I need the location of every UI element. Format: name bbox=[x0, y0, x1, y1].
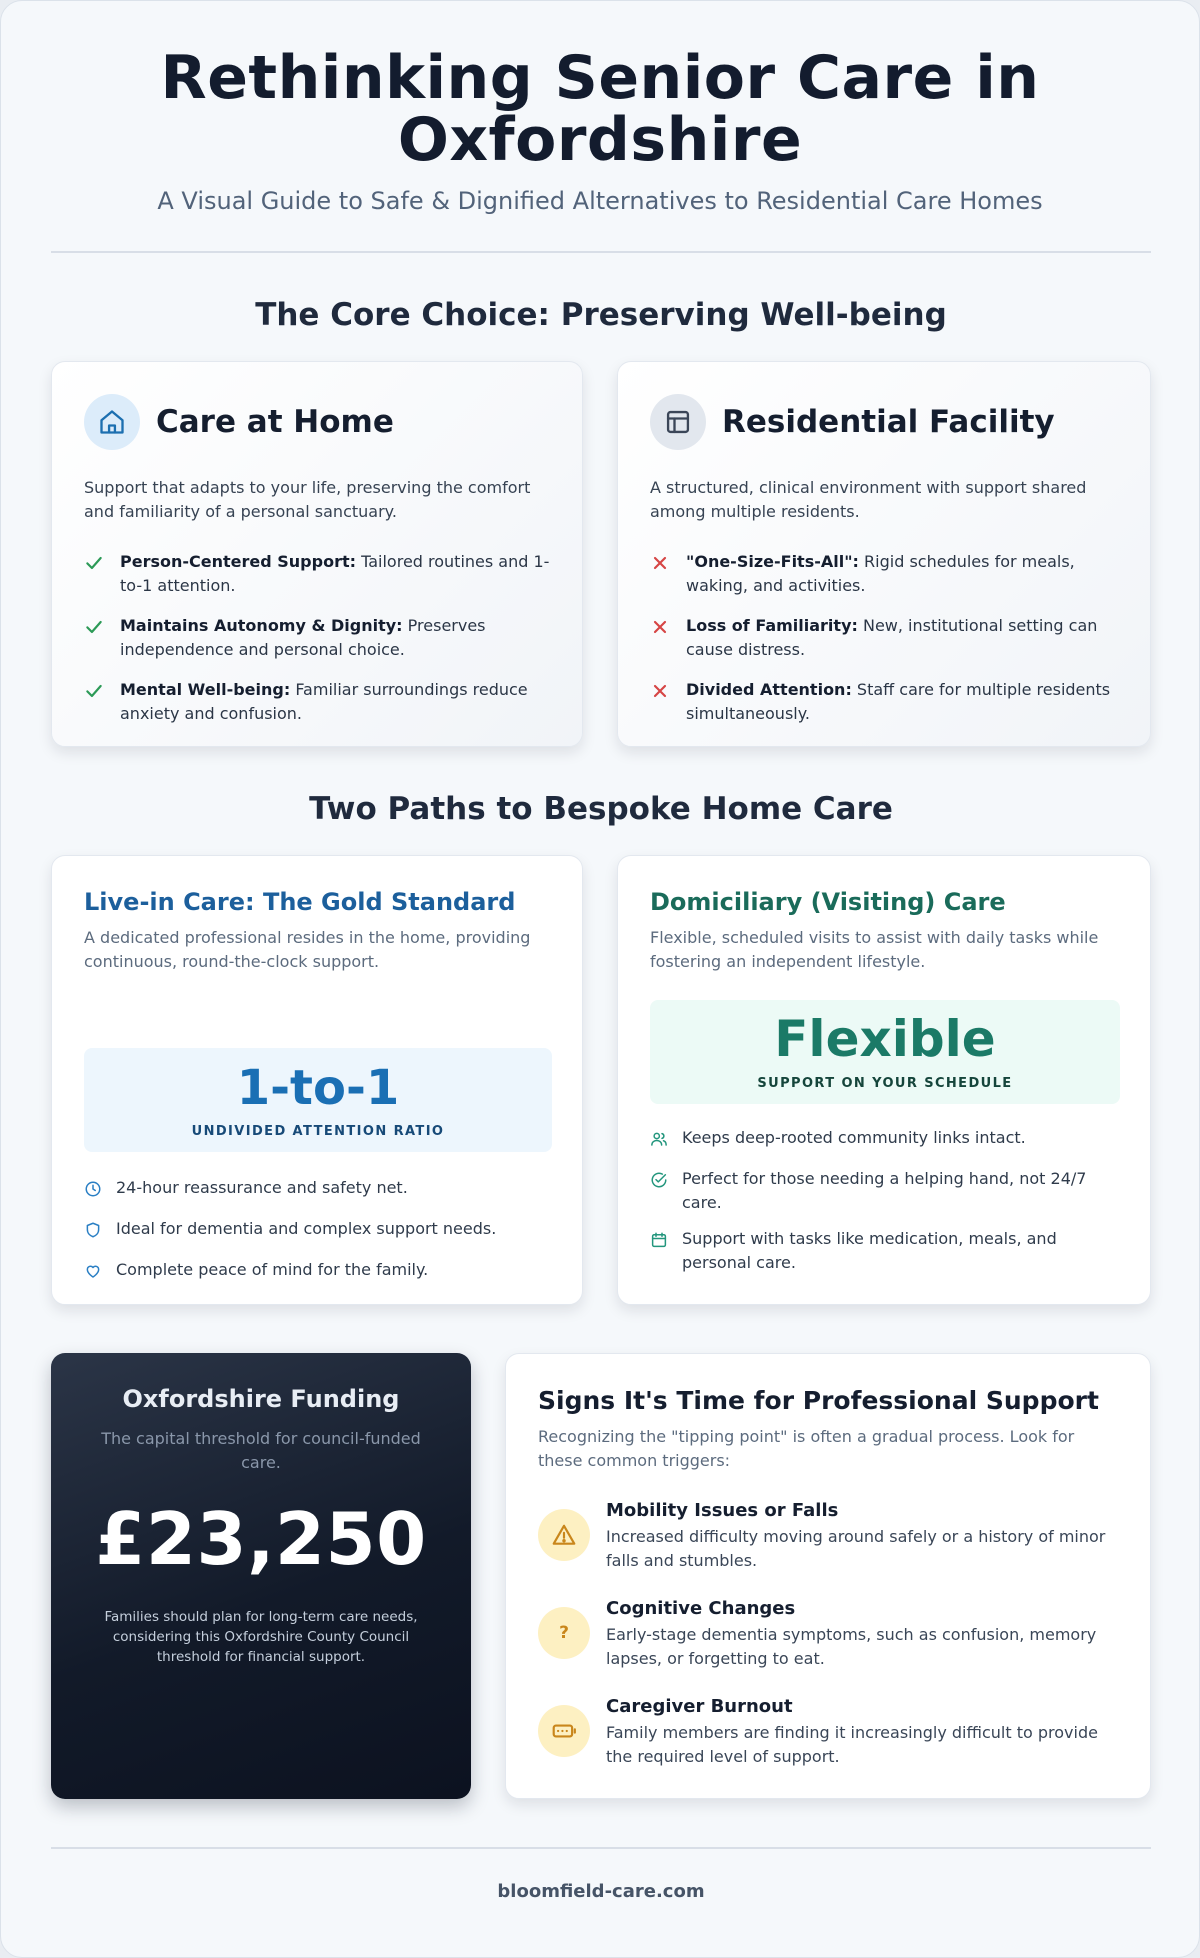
domiciliary-care-description: Flexible, scheduled visits to assist with daily tasks while fostering an independent lifestyle. bbox=[650, 928, 1099, 971]
item-label: "One-Size-Fits-All": bbox=[686, 552, 859, 571]
paths-title: Two Paths to Bespoke Home Care bbox=[309, 791, 893, 827]
heart-icon bbox=[84, 1258, 116, 1287]
sign-title: Caregiver Burnout bbox=[606, 1696, 793, 1717]
list-item bbox=[84, 550, 550, 598]
sign-text: Early-stage dementia symptoms, such as confusion, memory lapses, or forgetting to eat. bbox=[606, 1625, 1097, 1668]
layout-icon bbox=[650, 394, 706, 450]
list-item bbox=[84, 1176, 550, 1205]
list-item bbox=[84, 1258, 550, 1287]
care-at-home-title: Care at Home bbox=[156, 404, 394, 440]
list-item bbox=[650, 614, 1118, 662]
item-text: Rigid schedules for meals, waking, and activities. bbox=[686, 552, 1075, 595]
residential-facility-description: A structured, clinical environment with support shared among multiple residents. bbox=[650, 478, 1087, 521]
flexible-stat-label: SUPPORT ON YOUR SCHEDULE bbox=[757, 1076, 1013, 1091]
cross-icon bbox=[650, 678, 686, 726]
signs-card bbox=[505, 1353, 1151, 1799]
sign-title: Mobility Issues or Falls bbox=[606, 1500, 839, 1521]
item-text: Tailored routines and 1-to-1 attention. bbox=[120, 552, 550, 595]
sign-text: Family members are finding it increasingly difficult to provide the required level of support. bbox=[606, 1723, 1098, 1766]
funding-title: Oxfordshire Funding bbox=[122, 1385, 400, 1413]
footer-site-link[interactable]: bloomfield-care.com bbox=[497, 1881, 705, 1902]
flexible-stat-box bbox=[650, 1000, 1120, 1104]
check-icon bbox=[84, 550, 120, 598]
warning-icon bbox=[538, 1509, 590, 1561]
house-icon bbox=[84, 394, 140, 450]
item-text: Keeps deep-rooted community links intact. bbox=[682, 1128, 1026, 1147]
check-icon bbox=[84, 614, 120, 662]
ratio-stat-label: UNDIVIDED ATTENTION RATIO bbox=[191, 1124, 445, 1139]
funding-note: Families should plan for long-term care needs, considering this Oxfordshire County Council threshold for financial support. bbox=[104, 1609, 418, 1665]
sign-text: Increased difficulty moving around safely or a history of minor falls and stumbles. bbox=[606, 1527, 1106, 1570]
item-label: Mental Well-being: bbox=[120, 680, 291, 699]
sign-item bbox=[538, 1597, 1118, 1671]
cross-icon bbox=[650, 550, 686, 598]
list-item bbox=[650, 550, 1118, 598]
battery-icon bbox=[538, 1705, 590, 1757]
list-item bbox=[650, 678, 1118, 726]
check-icon bbox=[84, 678, 120, 726]
list-item bbox=[650, 1126, 1118, 1155]
check-circle-icon bbox=[650, 1167, 682, 1215]
page-subtitle: A Visual Guide to Safe & Dignified Alternatives to Residential Care Homes bbox=[157, 187, 1043, 215]
funding-amount: £23,250 bbox=[95, 1497, 427, 1581]
list-item bbox=[84, 1217, 550, 1246]
residential-facility-title: Residential Facility bbox=[722, 404, 1055, 440]
live-in-care-card bbox=[51, 855, 583, 1305]
divider bbox=[51, 1847, 1151, 1849]
funding-description: The capital threshold for council-funded care. bbox=[101, 1429, 421, 1472]
ratio-stat-box bbox=[84, 1048, 552, 1152]
residential-facility-card bbox=[617, 361, 1151, 747]
item-text: Preserves independence and personal choice. bbox=[120, 616, 486, 659]
core-choice-title: The Core Choice: Preserving Well-being bbox=[255, 297, 947, 333]
users-icon bbox=[650, 1126, 682, 1155]
page-title: Rethinking Senior Care in Oxfordshire bbox=[160, 43, 1040, 175]
item-text: Familiar surroundings reduce anxiety and confusion. bbox=[120, 680, 528, 723]
sign-item bbox=[538, 1695, 1118, 1769]
signs-description: Recognizing the "tipping point" is often a gradual process. Look for these common triggers: bbox=[538, 1427, 1075, 1470]
list-item bbox=[84, 614, 550, 662]
list-item bbox=[650, 1227, 1118, 1275]
item-text: Staff care for multiple residents simultaneously. bbox=[686, 680, 1111, 723]
item-text: Support with tasks like medication, meals, and personal care. bbox=[682, 1229, 1057, 1272]
item-label: Loss of Familiarity: bbox=[686, 616, 858, 635]
sign-title: Cognitive Changes bbox=[606, 1598, 796, 1619]
domiciliary-care-card bbox=[617, 855, 1151, 1305]
list-item bbox=[650, 1167, 1118, 1215]
domiciliary-care-title: Domiciliary (Visiting) Care bbox=[650, 888, 1006, 916]
hero bbox=[1, 1, 1199, 215]
funding-card bbox=[51, 1353, 471, 1799]
shield-icon bbox=[84, 1217, 116, 1246]
clock-icon bbox=[84, 1176, 116, 1205]
live-in-care-description: A dedicated professional resides in the home, providing continuous, round-the-clock support. bbox=[84, 928, 531, 971]
list-item bbox=[84, 678, 550, 726]
divider bbox=[51, 251, 1151, 253]
flexible-stat-value: Flexible bbox=[774, 1010, 996, 1068]
calendar-icon bbox=[650, 1227, 682, 1275]
item-label: Maintains Autonomy & Dignity: bbox=[120, 616, 403, 635]
item-text: 24-hour reassurance and safety net. bbox=[116, 1178, 408, 1197]
item-text: New, institutional setting can cause distress. bbox=[686, 616, 1098, 659]
signs-title: Signs It's Time for Professional Support bbox=[538, 1386, 1099, 1415]
care-at-home-description: Support that adapts to your life, preserving the comfort and familiarity of a personal sanctuary. bbox=[84, 478, 531, 521]
item-label: Person-Centered Support: bbox=[120, 552, 357, 571]
sign-item bbox=[538, 1499, 1118, 1573]
item-text: Perfect for those needing a helping hand, not 24/7 care. bbox=[682, 1169, 1087, 1212]
care-at-home-card bbox=[51, 361, 583, 747]
ratio-stat-value: 1-to-1 bbox=[236, 1060, 400, 1116]
item-label: Divided Attention: bbox=[686, 680, 852, 699]
cross-icon bbox=[650, 614, 686, 662]
item-text: Ideal for dementia and complex support needs. bbox=[116, 1219, 497, 1238]
live-in-care-title: Live-in Care: The Gold Standard bbox=[84, 888, 516, 916]
question-icon: ? bbox=[538, 1607, 590, 1659]
item-text: Complete peace of mind for the family. bbox=[116, 1260, 429, 1279]
